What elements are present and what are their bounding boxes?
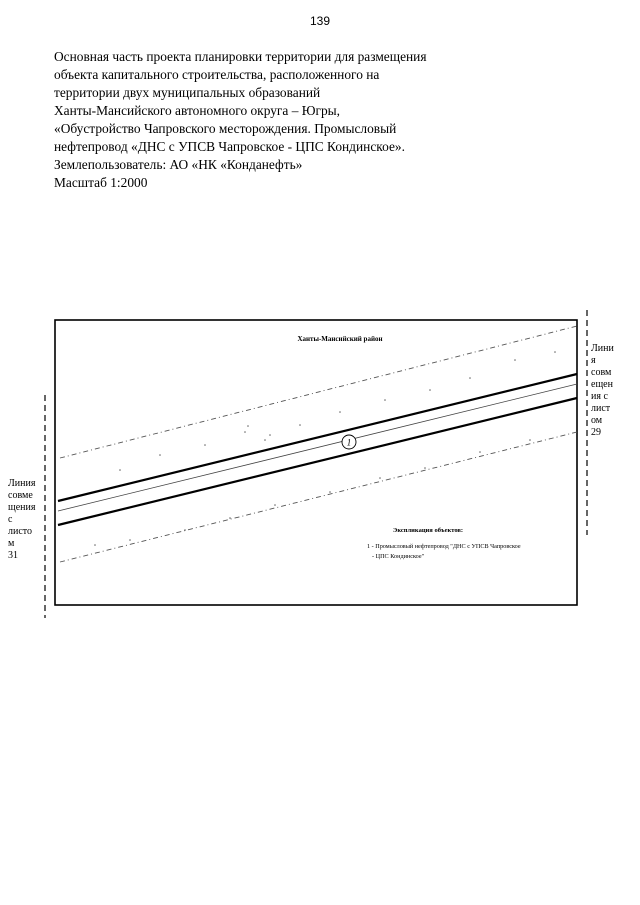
title-line: Землепользователь: АО «НК «Конданефть» <box>54 157 303 172</box>
match-line-note-left: Линия совме щения с листо м 31 <box>8 478 36 561</box>
red-line-lower <box>58 398 577 525</box>
title-line: Основная часть проекта планировки территории для размещения <box>54 49 427 64</box>
title-line: нефтепровод «ДНС с УПСВ Чапровское - ЦПС Кондинское». <box>54 139 405 154</box>
legend-item: 1 - Промысловый нефтепровод "ДНС с УПСВ Чапровское <box>367 543 521 550</box>
scale-line: Масштаб 1:2000 <box>54 175 148 190</box>
pipeline-axis <box>58 384 577 511</box>
survey-points <box>94 351 556 546</box>
object-marker-label: 1 <box>346 437 352 448</box>
title-line: «Обустройство Чапровского месторождения. Промысловый <box>54 121 397 136</box>
legend-item: - ЦПС Кондинское" <box>372 553 425 560</box>
red-line-upper <box>58 374 577 501</box>
title-line: Ханты-Мансийского автономного округа – Югры, <box>54 103 341 118</box>
match-line-note-right: Лини я совм ещен ия с лист ом 29 <box>591 343 614 438</box>
title-line: объекта капитального строительства, расположенного на <box>54 67 380 82</box>
page-number: 139 <box>309 14 331 28</box>
title-line: территории двух муниципальных образований <box>54 85 321 100</box>
legend-title: Экспликация объектов: <box>392 527 464 534</box>
district-label: Ханты-Мансийский район <box>297 335 383 343</box>
